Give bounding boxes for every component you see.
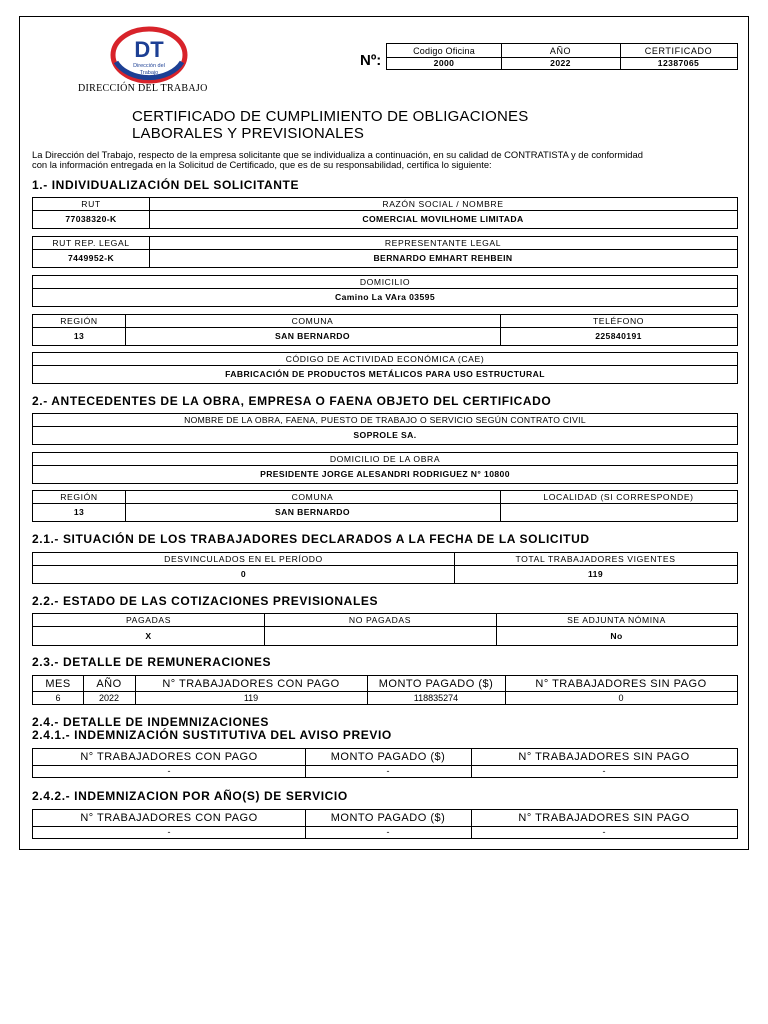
rep-value: BERNARDO EMHART REHBEIN xyxy=(373,253,513,263)
header-year-value: 2022 xyxy=(550,58,571,68)
cotizaciones-table xyxy=(32,613,738,646)
intro-paragraph xyxy=(32,150,752,170)
title-line-1: CERTIFICADO DE CUMPLIMIENTO DE OBLIGACIONES xyxy=(132,108,529,125)
obra-region-label: REGIÓN xyxy=(60,492,98,502)
nomina-value: No xyxy=(610,630,623,641)
dt-logo-icon xyxy=(110,26,188,84)
rut-value: 77038320-K xyxy=(65,214,117,224)
pagadas-value: X xyxy=(145,630,152,641)
rep-label: REPRESENTANTE LEGAL xyxy=(384,238,502,248)
con-pago-value: 119 xyxy=(243,692,259,703)
con-pago-label: N° TRABAJADORES CON PAGO xyxy=(162,677,340,690)
section-2-3-title: 2.3.- DETALLE DE REMUNERACIONES xyxy=(32,655,272,669)
logo-sub2: Trabajo xyxy=(139,70,159,76)
aviso-con-pago-label: N° TRABAJADORES CON PAGO xyxy=(80,751,258,763)
servicio-con-pago-value: - xyxy=(167,827,171,837)
intro-line-2: con la información entregada en la Solicitud de Certificado, que es de su responsabilidad, certifica lo siguiente: xyxy=(32,159,492,170)
obra-table xyxy=(32,413,738,445)
sin-pago-value: 0 xyxy=(618,692,624,703)
cae-label: CÓDIGO DE ACTIVIDAD ECONÓMICA (CAE) xyxy=(285,354,485,364)
section-2-4-title: 2.4.- DETALLE DE INDEMNIZACIONES xyxy=(32,715,269,729)
servicio-sin-pago-value: - xyxy=(602,827,606,837)
pagadas-label: PAGADAS xyxy=(125,615,172,625)
sin-pago-label: N° TRABAJADORES SIN PAGO xyxy=(535,677,707,690)
ano-label: AÑO xyxy=(96,677,122,690)
title-line-2: LABORALES Y PREVISIONALES xyxy=(132,125,365,142)
cae-table xyxy=(32,352,738,384)
no-pagadas-value xyxy=(264,626,496,645)
no-pagadas-label: NO PAGADAS xyxy=(348,615,412,625)
intro-line-1: La Dirección del Trabajo, respecto de la empresa solicitante que se individualiza a continuación, en su calidad de CONTRATISTA y de conformidad xyxy=(32,149,643,160)
aviso-sin-pago-label: N° TRABAJADORES SIN PAGO xyxy=(518,751,690,763)
desvinculados-value: 0 xyxy=(240,569,247,579)
header-cert-value: 12387065 xyxy=(657,58,700,68)
ano-value: 2022 xyxy=(98,692,120,703)
nomina-label: SE ADJUNTA NÓMINA xyxy=(567,615,666,625)
logo-letters: DT xyxy=(134,37,164,62)
section-2-title: 2.- ANTECEDENTES DE LA OBRA, EMPRESA O FAENA OBJETO DEL CERTIFICADO xyxy=(32,394,552,408)
cae-value: FABRICACIÓN DE PRODUCTOS METÁLICOS PARA USO ESTRUCTURAL xyxy=(225,369,545,379)
mes-label: MES xyxy=(45,677,71,690)
rep-legal-table xyxy=(32,236,738,268)
razon-value: COMERCIAL MOVILHOME LIMITADA xyxy=(362,214,524,224)
remuneraciones-table xyxy=(32,675,738,705)
section-2-1-title: 2.1.- SITUACIÓN DE LOS TRABAJADORES DECLARADOS A LA FECHA DE LA SOLICITUD xyxy=(32,532,590,546)
localidad-value xyxy=(500,503,737,521)
header-office-value: 2000 xyxy=(433,58,455,68)
obra-comuna-value: SAN BERNARDO xyxy=(275,507,350,517)
domicilio-value: Camino La VAra 03595 xyxy=(334,292,436,302)
domicilio-label: DOMICILIO xyxy=(359,277,411,287)
monto-label: MONTO PAGADO ($) xyxy=(378,677,494,690)
region-value: 13 xyxy=(73,331,85,341)
header-office-label: Codigo Oficina xyxy=(413,45,475,56)
aviso-previo-table xyxy=(32,748,738,778)
number-label: Nº: xyxy=(360,52,382,69)
aviso-monto-label: MONTO PAGADO ($) xyxy=(330,751,446,763)
section-2-2-title: 2.2.- ESTADO DE LAS COTIZACIONES PREVISIONALES xyxy=(32,594,379,608)
ano-servicio-table xyxy=(32,809,738,839)
obra-value: SOPROLE SA. xyxy=(353,430,417,440)
servicio-con-pago-label: N° TRABAJADORES CON PAGO xyxy=(80,812,258,824)
rut-label: RUT xyxy=(81,199,101,209)
obra-region-value: 13 xyxy=(73,507,85,517)
obra-region-table xyxy=(32,490,738,522)
comuna-value: SAN BERNARDO xyxy=(275,331,350,341)
domicilio-obra-value: PRESIDENTE JORGE ALESANDRI RODRIGUEZ N° 10800 xyxy=(260,469,510,479)
desvinculados-label: DESVINCULADOS EN EL PERÍODO xyxy=(164,554,323,564)
total-vigentes-label: TOTAL TRABAJADORES VIGENTES xyxy=(515,554,676,564)
servicio-monto-value: - xyxy=(386,827,390,837)
header-cert-label: CERTIFICADO xyxy=(644,45,713,56)
total-vigentes-value: 119 xyxy=(587,569,604,579)
domicilio-obra-table xyxy=(32,452,738,484)
logo-sub1: Dirección del xyxy=(133,63,165,69)
localidad-label: LOCALIDAD (SI CORRESPONDE) xyxy=(543,492,694,502)
region-comuna-table xyxy=(32,314,738,346)
trabajadores-table xyxy=(32,552,738,584)
servicio-monto-label: MONTO PAGADO ($) xyxy=(330,812,446,824)
aviso-monto-value: - xyxy=(386,766,390,776)
mes-value: 6 xyxy=(55,692,61,703)
monto-value: 118835274 xyxy=(413,692,459,703)
section-2-4-1-title: 2.4.1.- INDEMNIZACIÓN SUSTITUTIVA DEL AVISO PREVIO xyxy=(32,728,392,742)
header-year-label: AÑO xyxy=(549,45,572,56)
dt-logo xyxy=(110,26,188,84)
rut-razon-table xyxy=(32,197,738,229)
logo-caption: DIRECCIÓN DEL TRABAJO xyxy=(78,83,208,94)
section-1-title: 1.- INDIVIDUALIZACIÓN DEL SOLICITANTE xyxy=(32,178,300,192)
rut-rep-value: 7449952-K xyxy=(67,253,115,263)
section-2-4-2-title: 2.4.2.- INDEMNIZACION POR AÑO(S) DE SERVICIO xyxy=(32,789,348,803)
document-title xyxy=(132,108,528,142)
razon-label: RAZÓN SOCIAL / NOMBRE xyxy=(382,199,504,209)
domicilio-table xyxy=(32,275,738,307)
comuna-label: COMUNA xyxy=(291,316,334,326)
region-label: REGIÓN xyxy=(60,316,98,326)
domicilio-obra-label: DOMICILIO DE LA OBRA xyxy=(329,454,441,464)
header-table xyxy=(386,43,738,70)
telefono-value: 225840191 xyxy=(595,331,642,341)
telefono-label: TELÉFONO xyxy=(592,316,645,326)
obra-label: NOMBRE DE LA OBRA, FAENA, PUESTO DE TRABAJO O SERVICIO SEGÚN CONTRATO CIVIL xyxy=(184,415,586,425)
rut-rep-label: RUT REP. LEGAL xyxy=(52,238,130,248)
aviso-sin-pago-value: - xyxy=(602,766,606,776)
aviso-con-pago-value: - xyxy=(167,766,171,776)
servicio-sin-pago-label: N° TRABAJADORES SIN PAGO xyxy=(518,812,690,824)
obra-comuna-label: COMUNA xyxy=(291,492,334,502)
